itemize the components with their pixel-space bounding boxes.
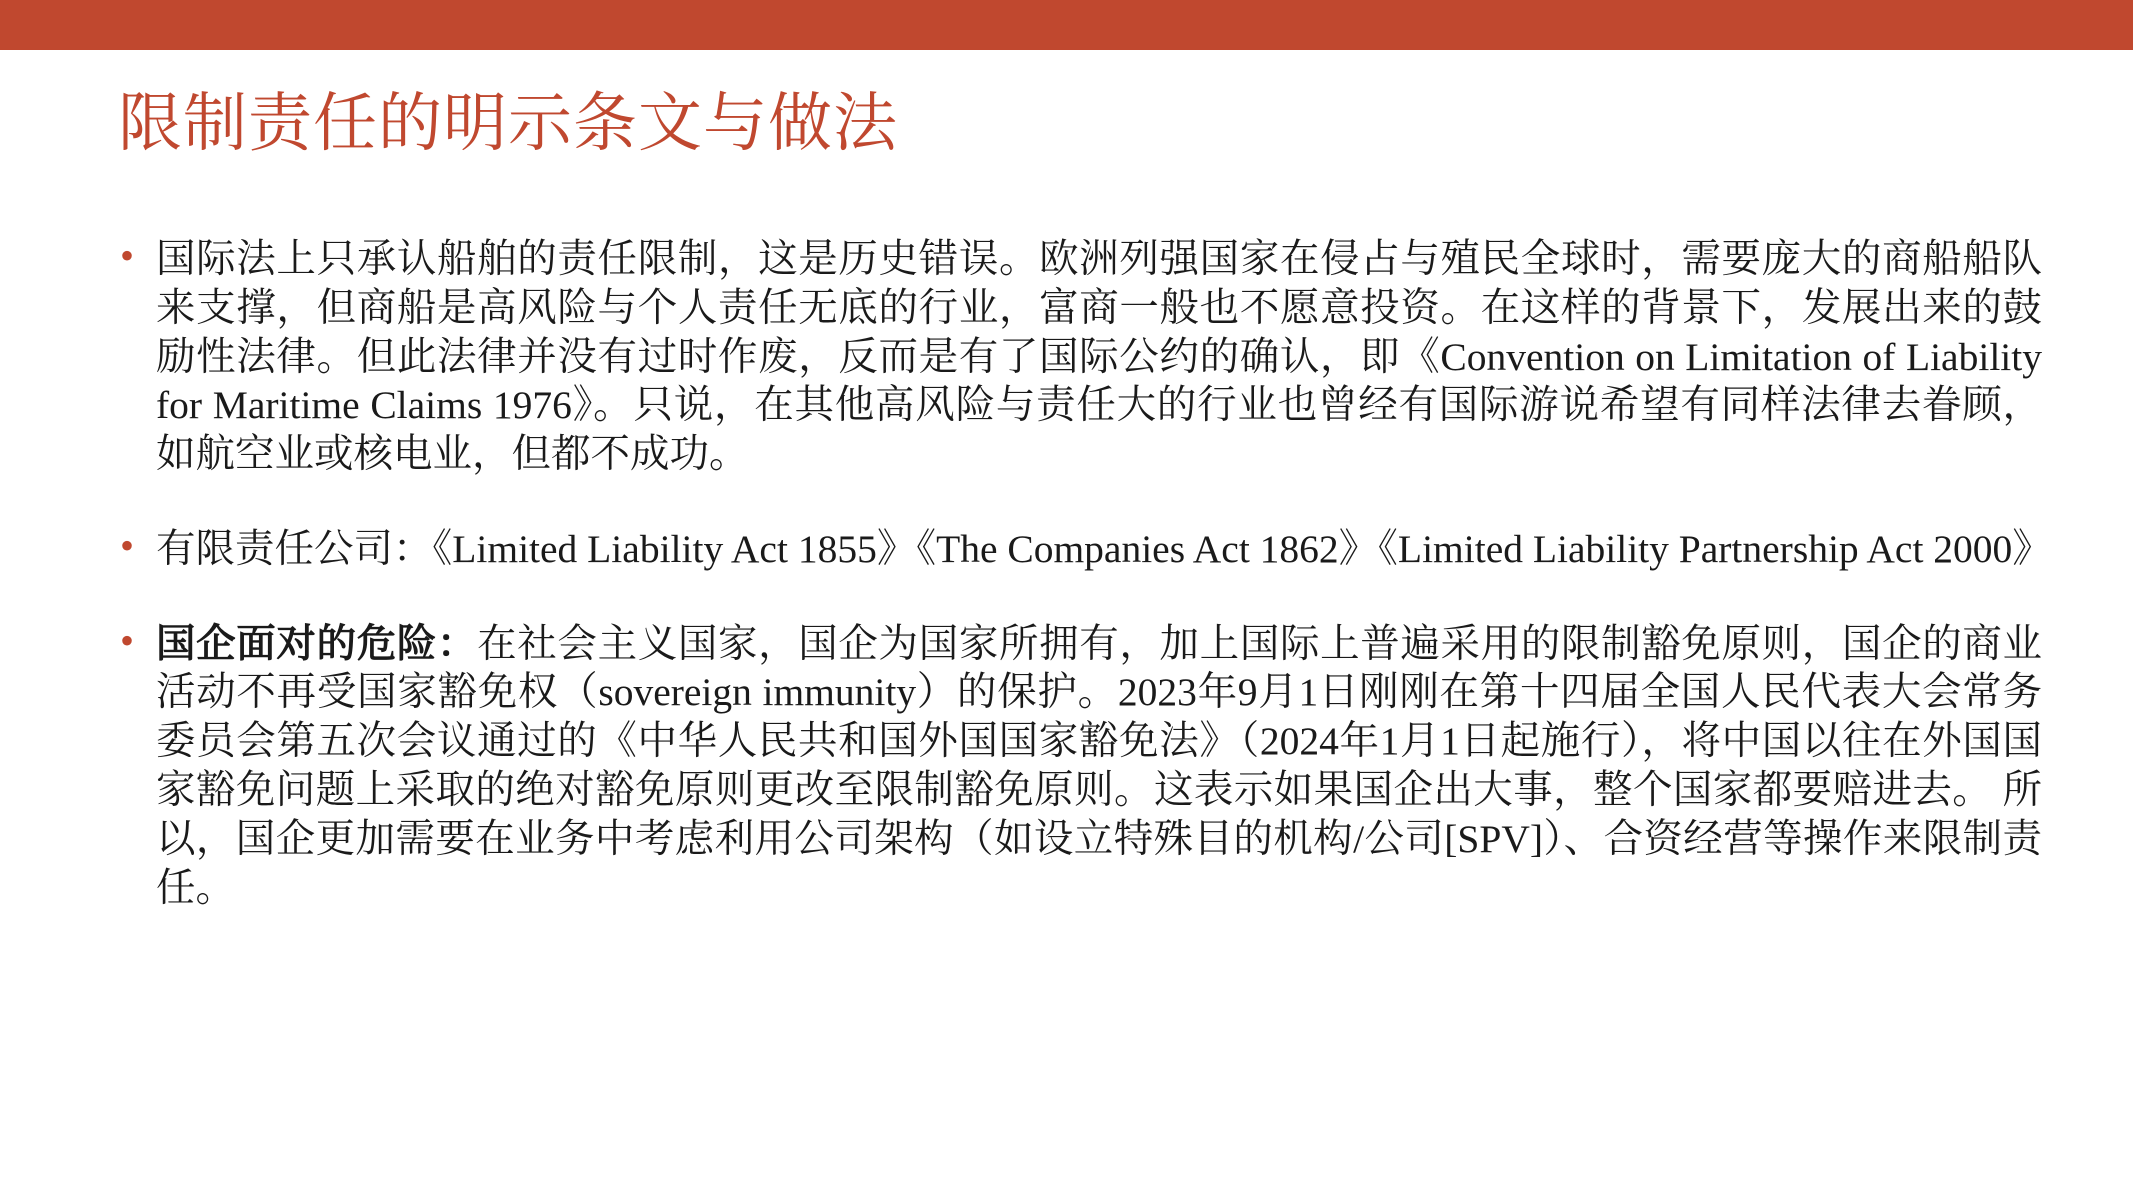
list-item (112, 235, 2042, 479)
bullet-text: 国际法上只承认船舶的责任限制，这是历史错误。欧洲列强国家在侵占与殖民全球时，需要庞大的商船船队来支撑，但商船是高风险与个人责任无底的行业，富商一般也不愿意投资。在这样的背景下，发展出来的鼓励性法律。但此法律并没有过时作废，反而是有了国际公约的确认，即《Convention on Limitation of Liability for Maritime Claims 1976》。只说，在其他高风险与责任大的行业也曾经有国际游说希望有同样法律去眷顾，如航空业或核电业，但都不成功。 (156, 237, 2042, 477)
slide-accent-bar (0, 0, 2133, 50)
list-item (112, 620, 2042, 913)
bullet-lead: 国企面对的危险： (156, 621, 478, 666)
bullet-text: 在社会主义国家，国企为国家所拥有，加上国际上普遍采用的限制豁免原则，国企的商业活动不再受国家豁免权（sovereign immunity）的保护。2023年9月1日刚刚在第十四届全国人民代表大会常务委员会第五次会议通过的《中华人民共和国外国国家豁免法》（2024年1月1日起施行），将中国以往在外国国家豁免问题上采取的绝对豁免原则更改至限制豁免原则。这表示如果国企出大事，整个国家都要赔进去。 所以，国企更加需要在业务中考虑利用公司架构（如设立特殊目的机构/公司[SPV]）、合资经营等操作来限制责任。 (156, 621, 2043, 910)
slide-body (112, 235, 2052, 912)
list-item (112, 525, 2052, 574)
page-title: 限制责任的明示条文与做法 (118, 87, 898, 161)
bullet-text: 有限责任公司：《Limited Liability Act 1855》《The Companies Act 1862》《Limited Liability Partnership Act 2000》 (156, 526, 2052, 571)
